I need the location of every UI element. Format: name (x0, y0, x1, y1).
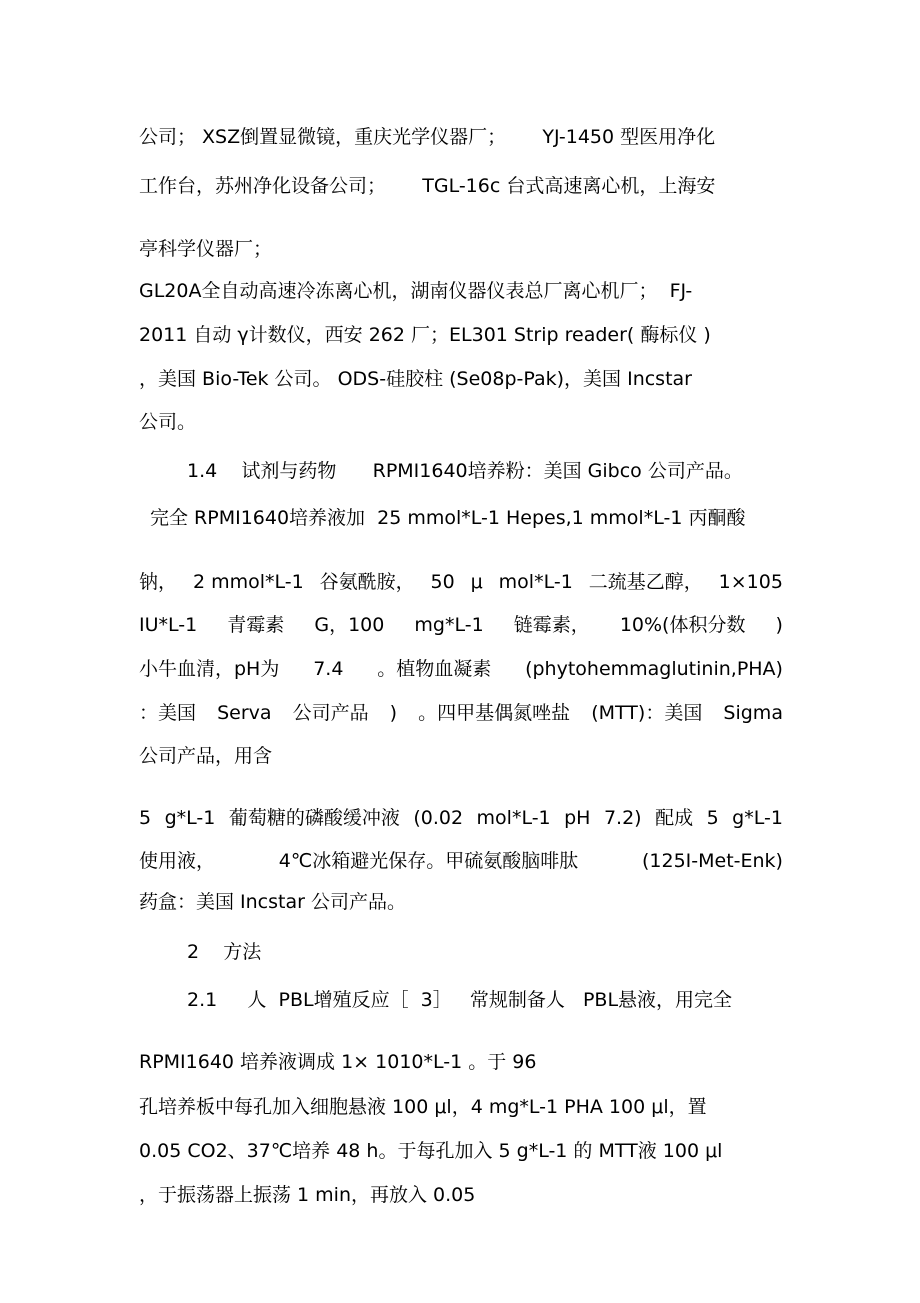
word: 7.4 (313, 658, 344, 680)
word: 钠， (139, 571, 178, 593)
justified-line (139, 806, 783, 830)
word: G，100 (314, 614, 385, 636)
word: 二巯基乙醇， (588, 571, 703, 593)
word: 公司产品 (292, 702, 369, 724)
word: 链霉素， (513, 614, 590, 636)
text-line: 工作台，苏州净化设备公司； TGL-16c 台式高速离心机，上海安 (139, 175, 716, 197)
word: (phytohemmaglutinin,PHA) (525, 658, 783, 680)
text-line: 公司。 (139, 411, 197, 433)
word: mg*L-1 (414, 614, 484, 636)
word: 使用液， (139, 850, 216, 872)
word: 配成 (655, 807, 694, 829)
word: μ (470, 571, 483, 593)
word: Sigma (723, 702, 783, 724)
word: mol*L-1 (498, 571, 573, 593)
word: mol*L-1 (476, 807, 551, 829)
word: (0.02 (413, 807, 464, 829)
text-line: 完全 RPMI1640培养液加 25 mmol*L-1 Hepes,1 mmol*L-1 丙酮酸 (150, 507, 746, 529)
word: 。植物血凝素 (377, 658, 492, 680)
word: 青霉素 (227, 614, 285, 636)
word: 小牛血清，pH为 (139, 658, 280, 680)
justified-line (139, 570, 783, 594)
text-line: 亭科学仪器厂； (139, 238, 273, 260)
text-line: 药盒：美国 Incstar 公司产品。 (139, 891, 406, 913)
word: 4℃冰箱避光保存。甲硫氨酸脑啡肽 (278, 850, 579, 872)
justified-line (139, 849, 783, 873)
text-line: 公司； XSZ倒置显微镜，重庆光学仪器厂； YJ-1450 型医用净化 (139, 126, 716, 148)
word: ：美国 (139, 702, 197, 724)
word: ) (389, 702, 398, 724)
text-line: GL20A全自动高速冷冻离心机，湖南仪器仪表总厂离心机厂； FJ- (139, 280, 693, 302)
word: 1×105 (718, 571, 783, 593)
word: IU*L-1 (139, 614, 198, 636)
section-heading-1-4: 1.4 试剂与药物 RPMI1640培养粉：美国 Gibco 公司产品。 (187, 460, 743, 482)
word: g*L-1 (732, 807, 783, 829)
text-line: 孔培养板中每孔加入细胞悬液 100 μl，4 mg*L-1 PHA 100 μl，置 (139, 1096, 707, 1118)
section-heading-2: 2 方法 (187, 941, 262, 963)
word: 2 mmol*L-1 (192, 571, 304, 593)
word: (125I-Met-Enk) (641, 850, 783, 872)
justified-line (139, 701, 783, 725)
word: 。四甲基偶氮唑盐 (418, 702, 571, 724)
text-line: RPMI1640 培养液调成 1× 1010*L-1 。于 96 (139, 1051, 537, 1073)
word: 50 (430, 571, 455, 593)
word: 10%(体积分数 (619, 614, 746, 636)
text-line: 公司产品，用含 (139, 745, 273, 767)
word: 谷氨酰胺， (319, 571, 415, 593)
text-line: ，于振荡器上振荡 1 min，再放入 0.05 (139, 1184, 476, 1206)
text-line: 0.05 CO2、37℃培养 48 h。于每孔加入 5 g*L-1 的 MTT液 100 μl (139, 1140, 723, 1162)
word: 葡萄糖的磷酸缓冲液 (228, 807, 400, 829)
word: (MTT)：美国 (591, 702, 703, 724)
word: pH (564, 807, 591, 829)
justified-line (139, 613, 783, 637)
justified-line (139, 657, 783, 681)
section-heading-2-1: 2.1 人 PBL增殖反应［ 3］ 常规制备人 PBL悬液，用完全 (187, 989, 733, 1011)
word: Serva (217, 702, 272, 724)
word: 5 (706, 807, 719, 829)
word: 7.2) (603, 807, 642, 829)
word: g*L-1 (164, 807, 216, 829)
word: ) (775, 614, 783, 636)
text-line: ，美国 Bio-Tek 公司。 ODS-硅胶柱 (Se08p-Pak)，美国 Incstar (139, 368, 692, 390)
text-line: 2011 自动 γ计数仪，西安 262 厂；EL301 Strip reader( 酶标仪 ) (139, 324, 711, 346)
word: 5 (139, 807, 152, 829)
